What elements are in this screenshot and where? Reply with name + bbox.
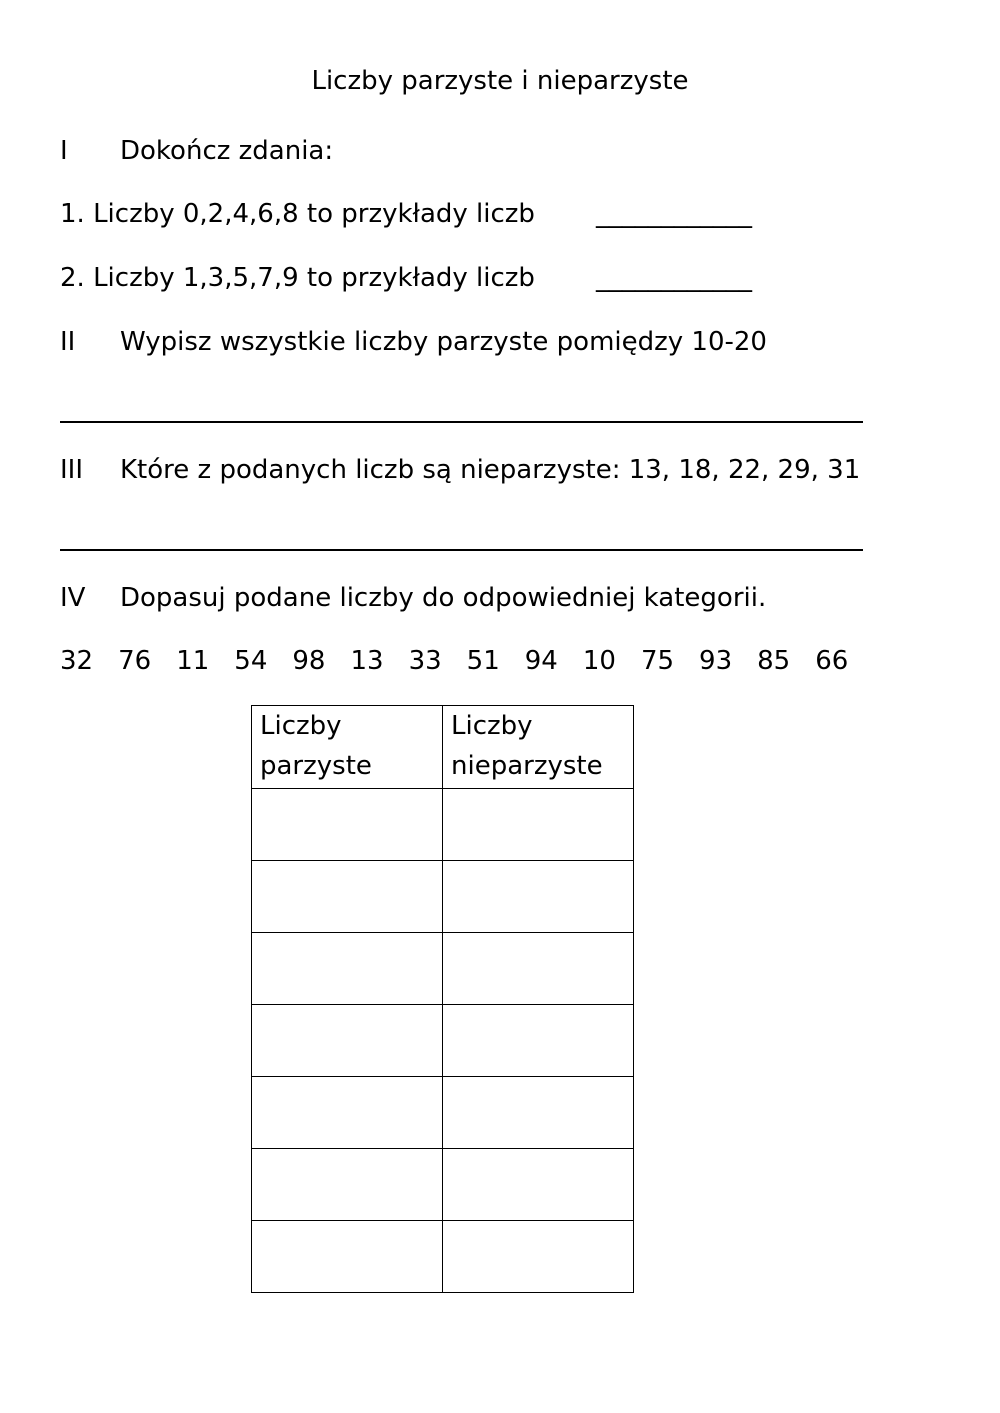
table-row [252,933,634,1005]
even-cell[interactable] [252,1077,443,1149]
number-item: 75 [640,646,675,676]
number-item: 10 [582,646,616,676]
answer-line-2[interactable] [60,421,863,423]
number-item: 11 [176,646,210,676]
table-row [252,789,634,861]
sentence-2: 2. Liczby 1,3,5,7,9 to przykłady liczb [60,263,535,293]
number-item: 66 [815,646,849,676]
section-4-numeral: IV [60,583,86,613]
even-cell[interactable] [252,1221,443,1293]
number-item: 98 [292,646,326,676]
table-row [252,1077,634,1149]
odd-cell[interactable] [443,861,634,933]
section-3-heading: Które z podanych liczb są nieparzyste: 13, 18, 22, 29, 31 [120,455,861,485]
odd-cell[interactable] [443,933,634,1005]
even-cell[interactable] [252,861,443,933]
odd-cell[interactable] [443,1149,634,1221]
section-1-numeral: I [60,136,68,166]
page-title: Liczby parzyste i nieparzyste [311,66,689,96]
number-item: 54 [234,646,268,676]
number-item: 33 [408,646,442,676]
header-even: Liczby parzyste [252,706,443,789]
section-4-heading: Dopasuj podane liczby do odpowiedniej kategorii. [120,583,767,613]
section-2-heading: Wypisz wszystkie liczby parzyste pomiędzy 10-20 [120,327,767,357]
answer-blank-1[interactable]: ____________ [596,199,752,229]
number-item: 13 [350,646,384,676]
number-item: 85 [757,646,791,676]
table-row [252,1149,634,1221]
table-row [252,861,634,933]
answer-line-3[interactable] [60,549,863,551]
answer-blank-2[interactable]: ____________ [596,263,752,293]
even-cell[interactable] [252,789,443,861]
even-cell[interactable] [252,1005,443,1077]
category-table [251,705,634,1293]
number-item: 94 [524,646,558,676]
section-3-numeral: III [60,455,84,485]
number-item: 93 [699,646,733,676]
number-list [60,644,873,678]
odd-cell[interactable] [443,1221,634,1293]
section-1-heading: Dokończ zdania: [120,136,334,166]
header-odd: Liczby nieparzyste [443,706,634,789]
odd-cell[interactable] [443,789,634,861]
sentence-1: 1. Liczby 0,2,4,6,8 to przykłady liczb [60,199,535,229]
section-2-numeral: II [60,327,76,357]
even-cell[interactable] [252,933,443,1005]
number-item: 51 [466,646,500,676]
odd-cell[interactable] [443,1005,634,1077]
table-row [252,1221,634,1293]
number-item: 76 [118,646,152,676]
odd-cell[interactable] [443,1077,634,1149]
even-cell[interactable] [252,1149,443,1221]
table-header-row [252,706,634,789]
table-row [252,1005,634,1077]
number-item: 32 [60,646,94,676]
